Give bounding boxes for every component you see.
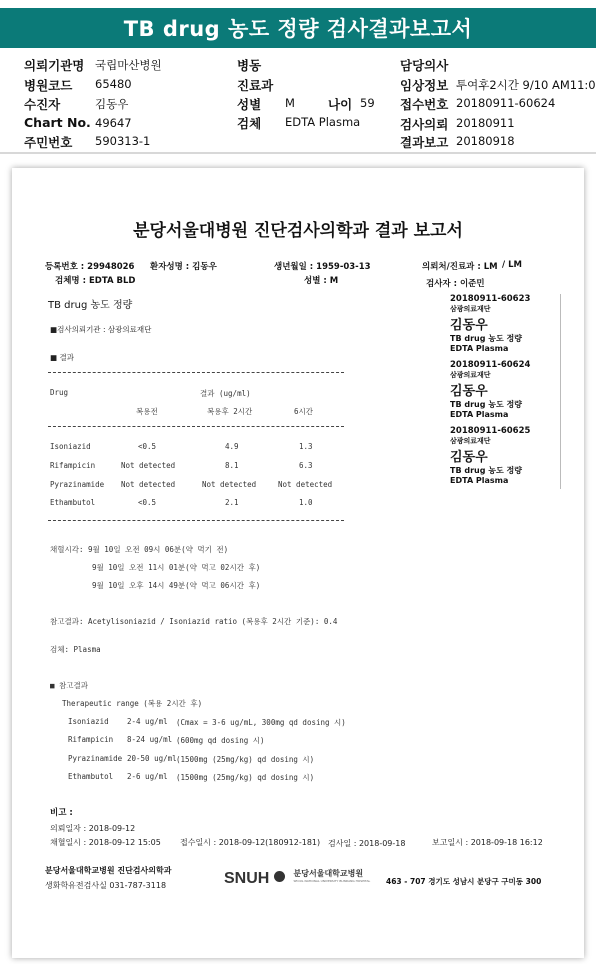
test-title: TB drug 농도 정량 xyxy=(48,300,133,311)
logo-mark-icon xyxy=(274,871,285,882)
logo-text: SNUH xyxy=(224,870,270,887)
sticker-org: 삼광의료재단 xyxy=(450,305,491,313)
hospital-code-value: 65480 xyxy=(95,77,132,91)
range-drug: Rifampicin xyxy=(68,735,114,744)
drug-name: Isoniazid xyxy=(50,442,91,451)
drug-name: Rifampicin xyxy=(50,461,96,470)
value-2h: Not detected xyxy=(202,480,257,489)
report-sex: 성별 : M xyxy=(304,276,339,286)
table-mid-rule xyxy=(48,426,344,427)
doctor-label: 담당의사 xyxy=(400,58,449,73)
value-2h: 4.9 xyxy=(225,442,239,451)
range-value: 2-6 ug/ml xyxy=(127,772,168,781)
sticker-specimen: EDTA Plasma xyxy=(450,476,509,485)
specimen-label: 검체 xyxy=(237,116,262,131)
sex-label: 성별 xyxy=(237,97,262,112)
referral-org: ■검사의뢰기관 : 삼광의료재단 xyxy=(50,325,152,334)
collection-time: 9월 10일 오후 14시 49분(약 먹고 06시간 후) xyxy=(92,581,261,590)
footer-org: 분당서울대학교병원 진단검사의학과 xyxy=(45,866,172,875)
ward-clinic: 의뢰처/진료과 : LM xyxy=(422,262,498,272)
sub-header-2h: 복용후 2시간 xyxy=(207,407,253,416)
receipt-date: 접수일시 : 2018-09-12(180912-181) xyxy=(180,838,321,847)
specimen-label-sticker xyxy=(450,294,530,353)
ward-clinic-2: / LM xyxy=(502,260,522,270)
remarks-label: 비고 : xyxy=(50,808,73,818)
resident-no-label: 주민번호 xyxy=(24,135,73,150)
sticker-org: 삼광의료재단 xyxy=(450,371,491,379)
drug-header: Drug xyxy=(50,388,69,397)
table-bottom-rule xyxy=(48,520,344,521)
birth-date: 생년월일 : 1959-03-13 xyxy=(274,262,371,272)
clinical-info-value: 투여후2시간 9/10 AM11:0 xyxy=(456,78,596,92)
chart-no-label: Chart No. xyxy=(24,115,91,130)
reference-heading: ■ 참고결과 xyxy=(50,681,89,690)
sticker-specimen: EDTA Plasma xyxy=(450,410,509,419)
value-pre: <0.5 xyxy=(138,442,157,451)
value-6h: 1.0 xyxy=(299,498,313,507)
specimen-line: 검체: Plasma xyxy=(50,645,101,654)
receipt-no-label: 접수번호 xyxy=(400,97,449,112)
sticker-id: 20180911-60623 xyxy=(450,294,531,304)
range-value: 20-50 ug/ml xyxy=(127,754,177,763)
sticker-id: 20180911-60624 xyxy=(450,360,531,370)
sticker-specimen: EDTA Plasma xyxy=(450,344,509,353)
sticker-test: TB drug 농도 정량 xyxy=(450,334,522,343)
specimen-label-sticker xyxy=(450,360,530,419)
report-title: 분당서울대병원 진단검사의학과 결과 보고서 xyxy=(133,221,463,241)
collection-time: 9월 10일 오전 11시 01분(약 먹고 02시간 후) xyxy=(92,563,261,572)
sticker-org: 삼광의료재단 xyxy=(450,437,491,445)
request-label: 검사의뢰 xyxy=(400,117,449,132)
result-report-label: 결과보고 xyxy=(400,135,449,150)
registration-no: 등록번호 : 29948026 xyxy=(45,262,135,272)
result-report-value: 20180918 xyxy=(456,134,515,148)
value-pre: Not detected xyxy=(121,461,176,470)
snuh-logo xyxy=(224,868,370,888)
result-header: 결과 (ug/ml) xyxy=(200,389,251,398)
age-value: 59 xyxy=(360,96,375,110)
drug-name: Ethambutol xyxy=(50,498,96,507)
drug-name: Pyrazinamide xyxy=(50,480,105,489)
clinic-label: 진료과 xyxy=(237,78,274,93)
sticker-name: 김동우 xyxy=(450,450,488,465)
collection-time: 채혈시각: 9월 10일 오전 09시 06분(약 먹기 전) xyxy=(50,545,229,554)
value-6h: 6.3 xyxy=(299,461,313,470)
specimen-label-sticker xyxy=(450,426,530,485)
value-2h: 8.1 xyxy=(225,461,239,470)
result-heading: ■ 결과 xyxy=(50,353,74,362)
sticker-test: TB drug 농도 정량 xyxy=(450,466,522,475)
examiner: 검사자 : 이준민 xyxy=(426,279,485,289)
value-6h: Not detected xyxy=(278,480,333,489)
resident-no-value: 590313-1 xyxy=(95,134,151,148)
sticker-name: 김동우 xyxy=(450,384,488,399)
footer-phone: 생화학유전검사실 031-787-3118 xyxy=(45,881,167,890)
patient-value: 김동우 xyxy=(95,97,129,111)
specimen-value: EDTA Plasma xyxy=(285,115,361,129)
specimen-name: 검체명 : EDTA BLD xyxy=(55,276,136,286)
draw-date: 채혈일시 : 2018-09-12 15:05 xyxy=(50,838,161,847)
table-top-rule xyxy=(48,372,344,373)
receipt-no-value: 20180911-60624 xyxy=(456,96,556,110)
sub-header-6h: 6시간 xyxy=(294,407,314,416)
range-value: 2-4 ug/ml xyxy=(127,717,168,726)
age-label: 나이 xyxy=(328,97,353,112)
page-title: TB drug 농도 정량 검사결과보고서 xyxy=(0,8,596,48)
hospital-code-label: 병원코드 xyxy=(24,78,73,93)
sticker-name: 김동우 xyxy=(450,318,488,333)
sticker-id: 20180911-60625 xyxy=(450,426,531,436)
test-date: 검사일 : 2018-09-18 xyxy=(328,839,406,848)
hospital-name-value: 국립마산병원 xyxy=(95,58,162,72)
value-pre: <0.5 xyxy=(138,498,157,507)
value-2h: 2.1 xyxy=(225,498,239,507)
request-date: 의뢰일자 : 2018-09-12 xyxy=(50,824,136,833)
report-date: 보고일시 : 2018-09-18 16:12 xyxy=(432,838,543,847)
clinical-info-label: 임상정보 xyxy=(400,78,449,93)
patient-label: 수진자 xyxy=(24,97,61,112)
range-value: 8-24 ug/ml xyxy=(127,735,173,744)
request-value: 20180911 xyxy=(456,116,515,130)
range-note: (1500mg (25mg/kg) qd dosing 시) xyxy=(176,755,315,764)
logo-korean: 분당서울대학교병원 xyxy=(293,869,364,878)
scanned-report xyxy=(12,168,584,958)
logo-english: SEOUL NATIONAL UNIVERSITY BUNDANG HOSPITAL xyxy=(293,879,371,883)
chart-no-value: 49647 xyxy=(95,116,132,130)
sex-value: M xyxy=(285,96,295,110)
sticker-test: TB drug 농도 정량 xyxy=(450,400,522,409)
reference-ratio: 참고결과: Acetylisoniazid / Isoniazid ratio (복용후 2시간 기준): 0.4 xyxy=(50,617,338,626)
hospital-name-label: 의뢰기관명 xyxy=(24,58,85,73)
range-drug: Isoniazid xyxy=(68,717,109,726)
therapeutic-range-title: Therapeutic range (복용 2시간 후) xyxy=(62,699,203,708)
range-drug: Pyrazinamide xyxy=(68,754,123,763)
range-note: (1500mg (25mg/kg) qd dosing 시) xyxy=(176,773,315,782)
range-drug: Ethambutol xyxy=(68,772,114,781)
ward-label: 병동 xyxy=(237,58,262,73)
range-note: (Cmax = 3-6 ug/mL, 300mg qd dosing 시) xyxy=(176,718,346,727)
value-pre: Not detected xyxy=(121,480,176,489)
patient-name: 환자성명 : 김동우 xyxy=(150,262,217,272)
sub-header-pre: 복용전 xyxy=(136,407,158,416)
value-6h: 1.3 xyxy=(299,442,313,451)
range-note: (600mg qd dosing 시) xyxy=(176,736,265,745)
hospital-address: 463 - 707 경기도 성남시 분당구 구미동 300 xyxy=(386,877,542,886)
sticker-edge xyxy=(560,294,561,489)
header-divider xyxy=(0,152,596,154)
